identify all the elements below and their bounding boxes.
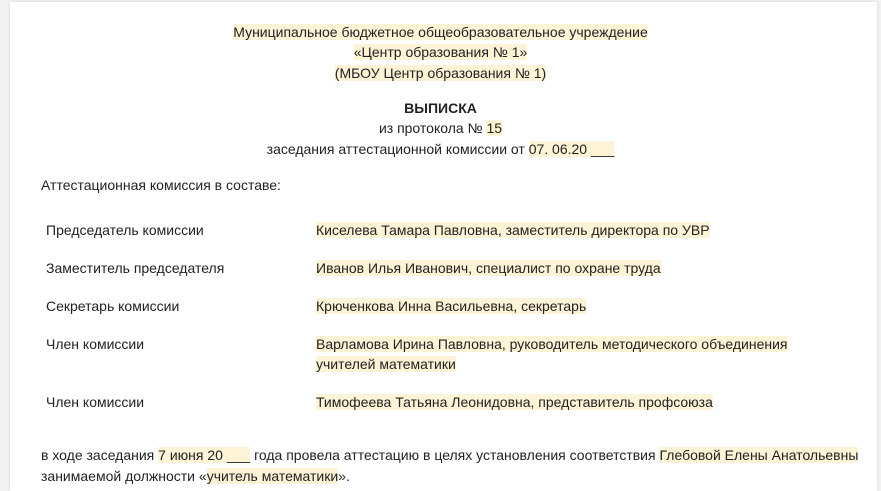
- employee-name: Глебовой Елены Анатольевны: [659, 447, 859, 463]
- employee-position: учитель математики: [206, 468, 339, 484]
- meeting-date: 07. 06.20 ___: [528, 141, 615, 157]
- protocol-number: 15: [486, 120, 503, 136]
- assessment-date: 7 июня 20 ___: [158, 447, 251, 463]
- meeting-line: заседания аттестационной комиссии от 07. 06.20 ___: [266, 141, 615, 157]
- member-role: Председатель комиссии: [46, 222, 204, 238]
- member-person: Варламова Ирина Павловна, руководитель методического объединения учителей математики: [316, 336, 788, 372]
- protocol-line: из протокола № 15: [378, 120, 503, 136]
- member-person: Тимофеева Татьяна Леонидовна, представитель профсоюза: [316, 394, 713, 410]
- member-role: Член комиссии: [46, 394, 145, 410]
- commission-intro: Аттестационная комиссия в составе:: [41, 177, 281, 193]
- org-name-line3: (МБОУ Центр образования № 1): [334, 65, 547, 81]
- member-person: Иванов Илья Иванович, специалист по охране труда: [316, 260, 661, 276]
- org-name-line1: Муниципальное бюджетное общеобразовательное учреждение: [233, 24, 648, 40]
- member-role: Секретарь комиссии: [46, 298, 180, 314]
- member-person: Крюченкова Инна Васильевна, секретарь: [316, 298, 587, 314]
- org-name-line2: «Центр образования № 1»: [353, 44, 528, 60]
- member-person: Киселева Тамара Павловна, заместитель директора по УВР: [316, 222, 710, 238]
- conclusion-paragraph: в ходе заседания 7 июня 20 ___ года провела аттестацию в целях установления соответствия Глебовой Елены Анатольевны занимаемой должности «учитель математики».: [41, 447, 859, 484]
- member-role: Заместитель председателя: [46, 260, 225, 276]
- document-title: ВЫПИСКА: [404, 100, 477, 116]
- member-role: Член комиссии: [46, 336, 145, 352]
